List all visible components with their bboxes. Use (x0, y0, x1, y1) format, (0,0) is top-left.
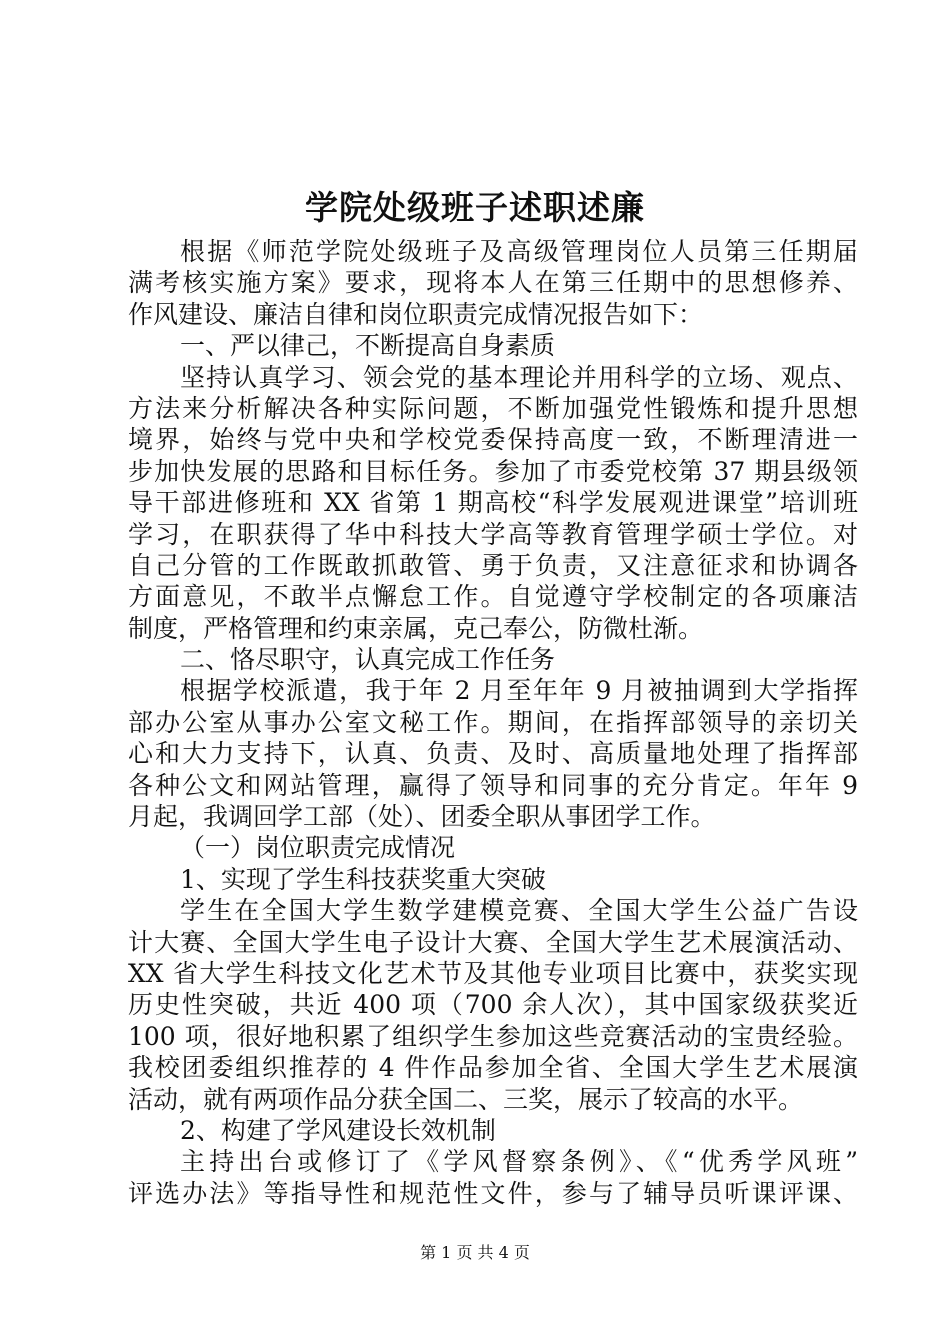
body-line: 100 项，很好地积累了组织学生参加这些竞赛活动的宝贵经验。 (128, 1021, 858, 1051)
body-line: 坚持认真学习、领会党的基本理论并用科学的立场、观点、 (180, 362, 858, 392)
body-line: 根据《师范学院处级班子及高级管理岗位人员第三任期届 (180, 237, 858, 266)
body-line: 活动，就有两项作品分获全国二、三奖，展示了较高的水平。 (128, 1084, 804, 1114)
body-line: 满考核实施方案》要求，现将本人在第三任期中的思想修养、 (128, 268, 858, 298)
body-line: （一）岗位职责完成情况 (180, 833, 456, 863)
body-line: 境界，始终与党中央和学校党委保持高度一致，不断理清进一 (128, 425, 858, 455)
body-line: XX 省大学生科技文化艺术节及其他专业项目比赛中，获奖实现 (128, 958, 858, 988)
body-line: 步加快发展的思路和目标任务。参加了市委党校第 37 期县级领 (128, 456, 858, 486)
page-footer: 第 1 页 共 4 页 (420, 1243, 530, 1262)
body-line: 2、构建了学风建设长效机制 (180, 1115, 496, 1145)
body-line: 心和大力支持下，认真、负责、及时、高质量地处理了指挥部 (128, 739, 858, 769)
body-line: 根据学校派遣，我于年 2 月至年年 9 月被抽调到大学指挥 (180, 676, 858, 706)
body-line: 制度，严格管理和约束亲属，克己奉公，防微杜渐。 (128, 613, 704, 643)
body-line: 部办公室从事办公室文秘工作。期间，在指挥部领导的亲切关 (128, 707, 858, 737)
body-line: 评选办法》等指导性和规范性文件，参与了辅导员听课评课、 (128, 1178, 858, 1208)
document-title: 学院处级班子述职述廉 (305, 188, 645, 227)
body-line: 月起，我调回学工部（处）、团委全职从事团学工作。 (128, 802, 716, 832)
body-line: 自己分管的工作既敢抓敢管、勇于负责，又注意征求和协调各 (128, 550, 858, 580)
document-body (128, 236, 858, 1209)
body-line: 计大赛、全国大学生电子设计大赛、全国大学生艺术展演活动、 (128, 927, 858, 957)
body-line: 各种公文和网站管理，赢得了领导和同事的充分肯定。年年 9 (128, 770, 858, 800)
body-line: 二、恪尽职守，认真完成工作任务 (180, 645, 556, 675)
body-line: 学习，在职获得了华中科技大学高等教育管理学硕士学位。对 (128, 519, 858, 549)
body-line: 作风建设、廉洁自律和岗位职责完成情况报告如下： (128, 299, 704, 329)
body-line: 我校团委组织推荐的 4 件作品参加全省、全国大学生艺术展演 (128, 1053, 858, 1083)
body-line: 主持出台或修订了《学风督察条例》、《“优秀学风班” (180, 1147, 858, 1177)
body-line: 历史性突破，共近 400 项（700 余人次），其中国家级获奖近 (128, 990, 858, 1020)
body-line: 1、实现了学生科技获奖重大突破 (180, 864, 546, 894)
body-line: 方面意见，不敢半点懈怠工作。自觉遵守学校制定的各项廉洁 (128, 582, 858, 612)
body-line: 导干部进修班和 XX 省第 1 期高校“科学发展观进课堂”培训班 (128, 488, 858, 518)
body-line: 方法来分析解决各种实际问题，不断加强党性锻炼和提升思想 (128, 393, 858, 423)
body-line: 学生在全国大学生数学建模竞赛、全国大学生公益广告设 (180, 896, 858, 926)
body-line: 一、严以律己，不断提高自身素质 (180, 331, 556, 361)
